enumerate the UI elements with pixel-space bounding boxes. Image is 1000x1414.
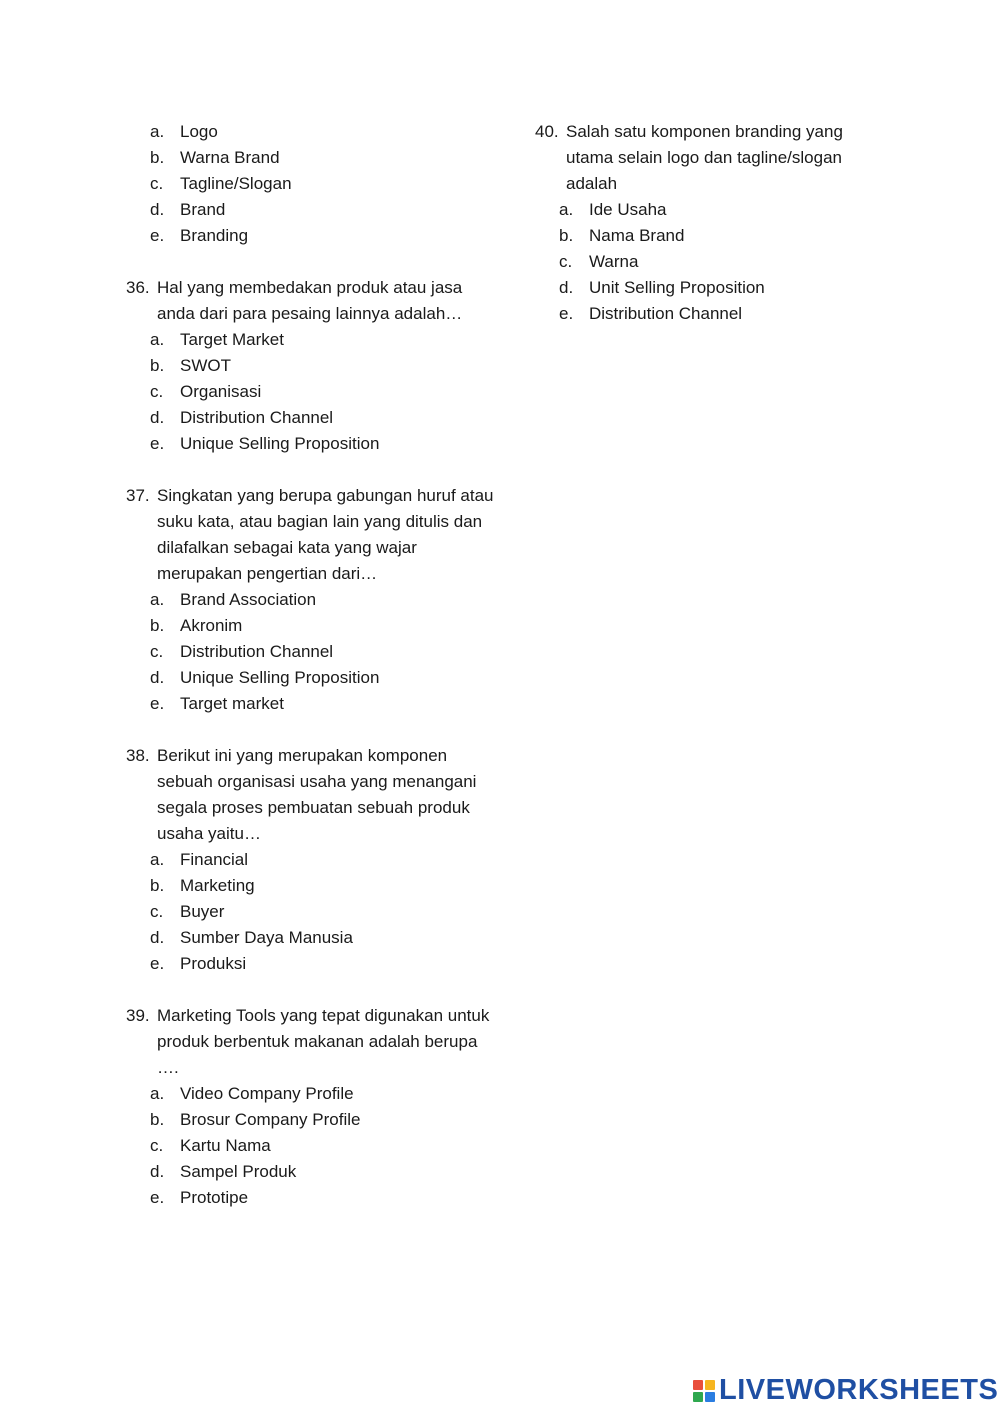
left-column xyxy=(126,119,496,1211)
q36-option-b[interactable]: b. SWOT xyxy=(150,356,231,375)
q40-option-a[interactable]: a. Ide Usaha xyxy=(559,200,667,219)
logo-block xyxy=(693,1392,703,1402)
q40-option-c[interactable]: c. Warna xyxy=(559,252,639,271)
q39-option-c[interactable]: c. Kartu Nama xyxy=(150,1136,271,1155)
q40-option-d[interactable]: d. Unit Selling Proposition xyxy=(559,278,765,297)
q38-option-e[interactable]: e. Produksi xyxy=(150,954,247,973)
q38-option-b[interactable]: b. Marketing xyxy=(150,876,255,895)
q37-option-e[interactable]: e. Target market xyxy=(150,694,284,713)
q35-option-d[interactable]: d. Brand xyxy=(150,200,226,219)
q37-option-a[interactable]: a. Brand Association xyxy=(150,590,317,609)
q36-option-a[interactable]: a. Target Market xyxy=(150,330,284,349)
q37-option-c[interactable]: c. Distribution Channel xyxy=(150,642,334,661)
question-39 xyxy=(126,1003,496,1211)
q38-stem: 38. Berikut ini yang merupakan komponen sebuah organisasi usaha yang menangani segala proses pembuatan sebuah produk usaha yaitu… xyxy=(126,746,477,843)
q36-option-e[interactable]: e. Unique Selling Proposition xyxy=(150,434,380,453)
q40-option-b[interactable]: b. Nama Brand xyxy=(559,226,685,245)
q35-option-b[interactable]: b. Warna Brand xyxy=(150,148,280,167)
q35-option-c[interactable]: c. Tagline/Slogan xyxy=(150,174,292,193)
q40-option-e[interactable]: e. Distribution Channel xyxy=(559,304,743,323)
q39-stem: 39. Marketing Tools yang tepat digunakan untuk produk berbentuk makanan adalah berupa …. xyxy=(126,1006,490,1077)
q38-option-a[interactable]: a. Financial xyxy=(150,850,249,869)
q39-option-b[interactable]: b. Brosur Company Profile xyxy=(150,1110,361,1129)
q39-option-e[interactable]: e. Prototipe xyxy=(150,1188,249,1207)
q38-option-d[interactable]: d. Sumber Daya Manusia xyxy=(150,928,353,947)
logo-block xyxy=(705,1380,715,1390)
q36-option-c[interactable]: c. Organisasi xyxy=(150,382,262,401)
question-37 xyxy=(126,483,496,717)
logo-block xyxy=(693,1380,703,1390)
logo-block xyxy=(705,1392,715,1402)
q37-option-d[interactable]: d. Unique Selling Proposition xyxy=(150,668,380,687)
q39-option-a[interactable]: a. Video Company Profile xyxy=(150,1084,354,1103)
q37-stem: 37. Singkatan yang berupa gabungan huruf atau suku kata, atau bagian lain yang ditulis dan dilafalkan sebagai kata yang wajar merupakan pengertian dari… xyxy=(126,486,494,583)
q35-option-e[interactable]: e. Branding xyxy=(150,226,249,245)
q36-option-d[interactable]: d. Distribution Channel xyxy=(150,408,334,427)
q35-option-a[interactable]: a. Logo xyxy=(150,122,218,141)
liveworksheets-logo xyxy=(693,1374,998,1407)
q37-option-b[interactable]: b. Akronim xyxy=(150,616,243,635)
q36-stem: 36. Hal yang membedakan produk atau jasa anda dari para pesaing lainnya adalah… xyxy=(126,278,463,323)
question-40 xyxy=(535,119,865,327)
logo-blocks-icon xyxy=(693,1380,715,1402)
question-35-options xyxy=(126,119,496,249)
q40-stem: 40. Salah satu komponen branding yang utama selain logo dan tagline/slogan adalah xyxy=(535,122,843,193)
q39-option-d[interactable]: d. Sampel Produk xyxy=(150,1162,297,1181)
q38-option-c[interactable]: c. Buyer xyxy=(150,902,225,921)
right-column xyxy=(535,119,865,327)
question-38 xyxy=(126,743,496,977)
logo-text: LIVEWORKSHEETS xyxy=(719,1374,999,1406)
question-36 xyxy=(126,275,496,457)
